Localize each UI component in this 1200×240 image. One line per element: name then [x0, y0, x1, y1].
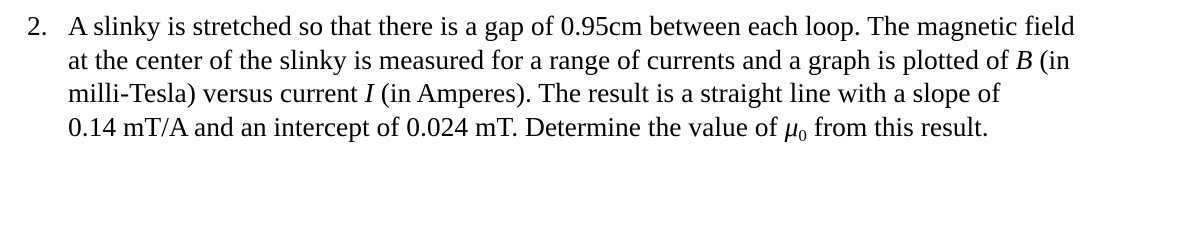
problem-text — [68, 9, 1187, 152]
text-segment: A slinky is stretched so that there is a gap of 0.95cm between each loop. The magnetic field — [68, 10, 1075, 41]
text-line — [68, 110, 1187, 153]
subscript: 0 — [798, 125, 807, 145]
text-line — [68, 76, 1187, 110]
text-segment: milli-Tesla) versus current — [68, 77, 365, 108]
text-line — [68, 9, 1187, 43]
text-line — [68, 43, 1187, 77]
math-variable: B — [1015, 43, 1033, 75]
mu-symbol: μ — [784, 110, 799, 142]
problem-number: 2. — [27, 10, 48, 41]
text-segment: (in Amperes). The result is a straight line with a slope of — [373, 77, 1001, 108]
text-segment: (in — [1032, 43, 1070, 75]
problem-statement — [27, 9, 1187, 152]
text-segment: at the center of the slinky is measured for a range of currents and a graph is plotted of — [68, 43, 1016, 75]
text-segment: from this result. — [806, 110, 989, 142]
math-variable: I — [364, 77, 374, 108]
text-segment: 0.14 mT/A and an intercept of 0.024 mT. Determine the value of — [68, 110, 785, 142]
